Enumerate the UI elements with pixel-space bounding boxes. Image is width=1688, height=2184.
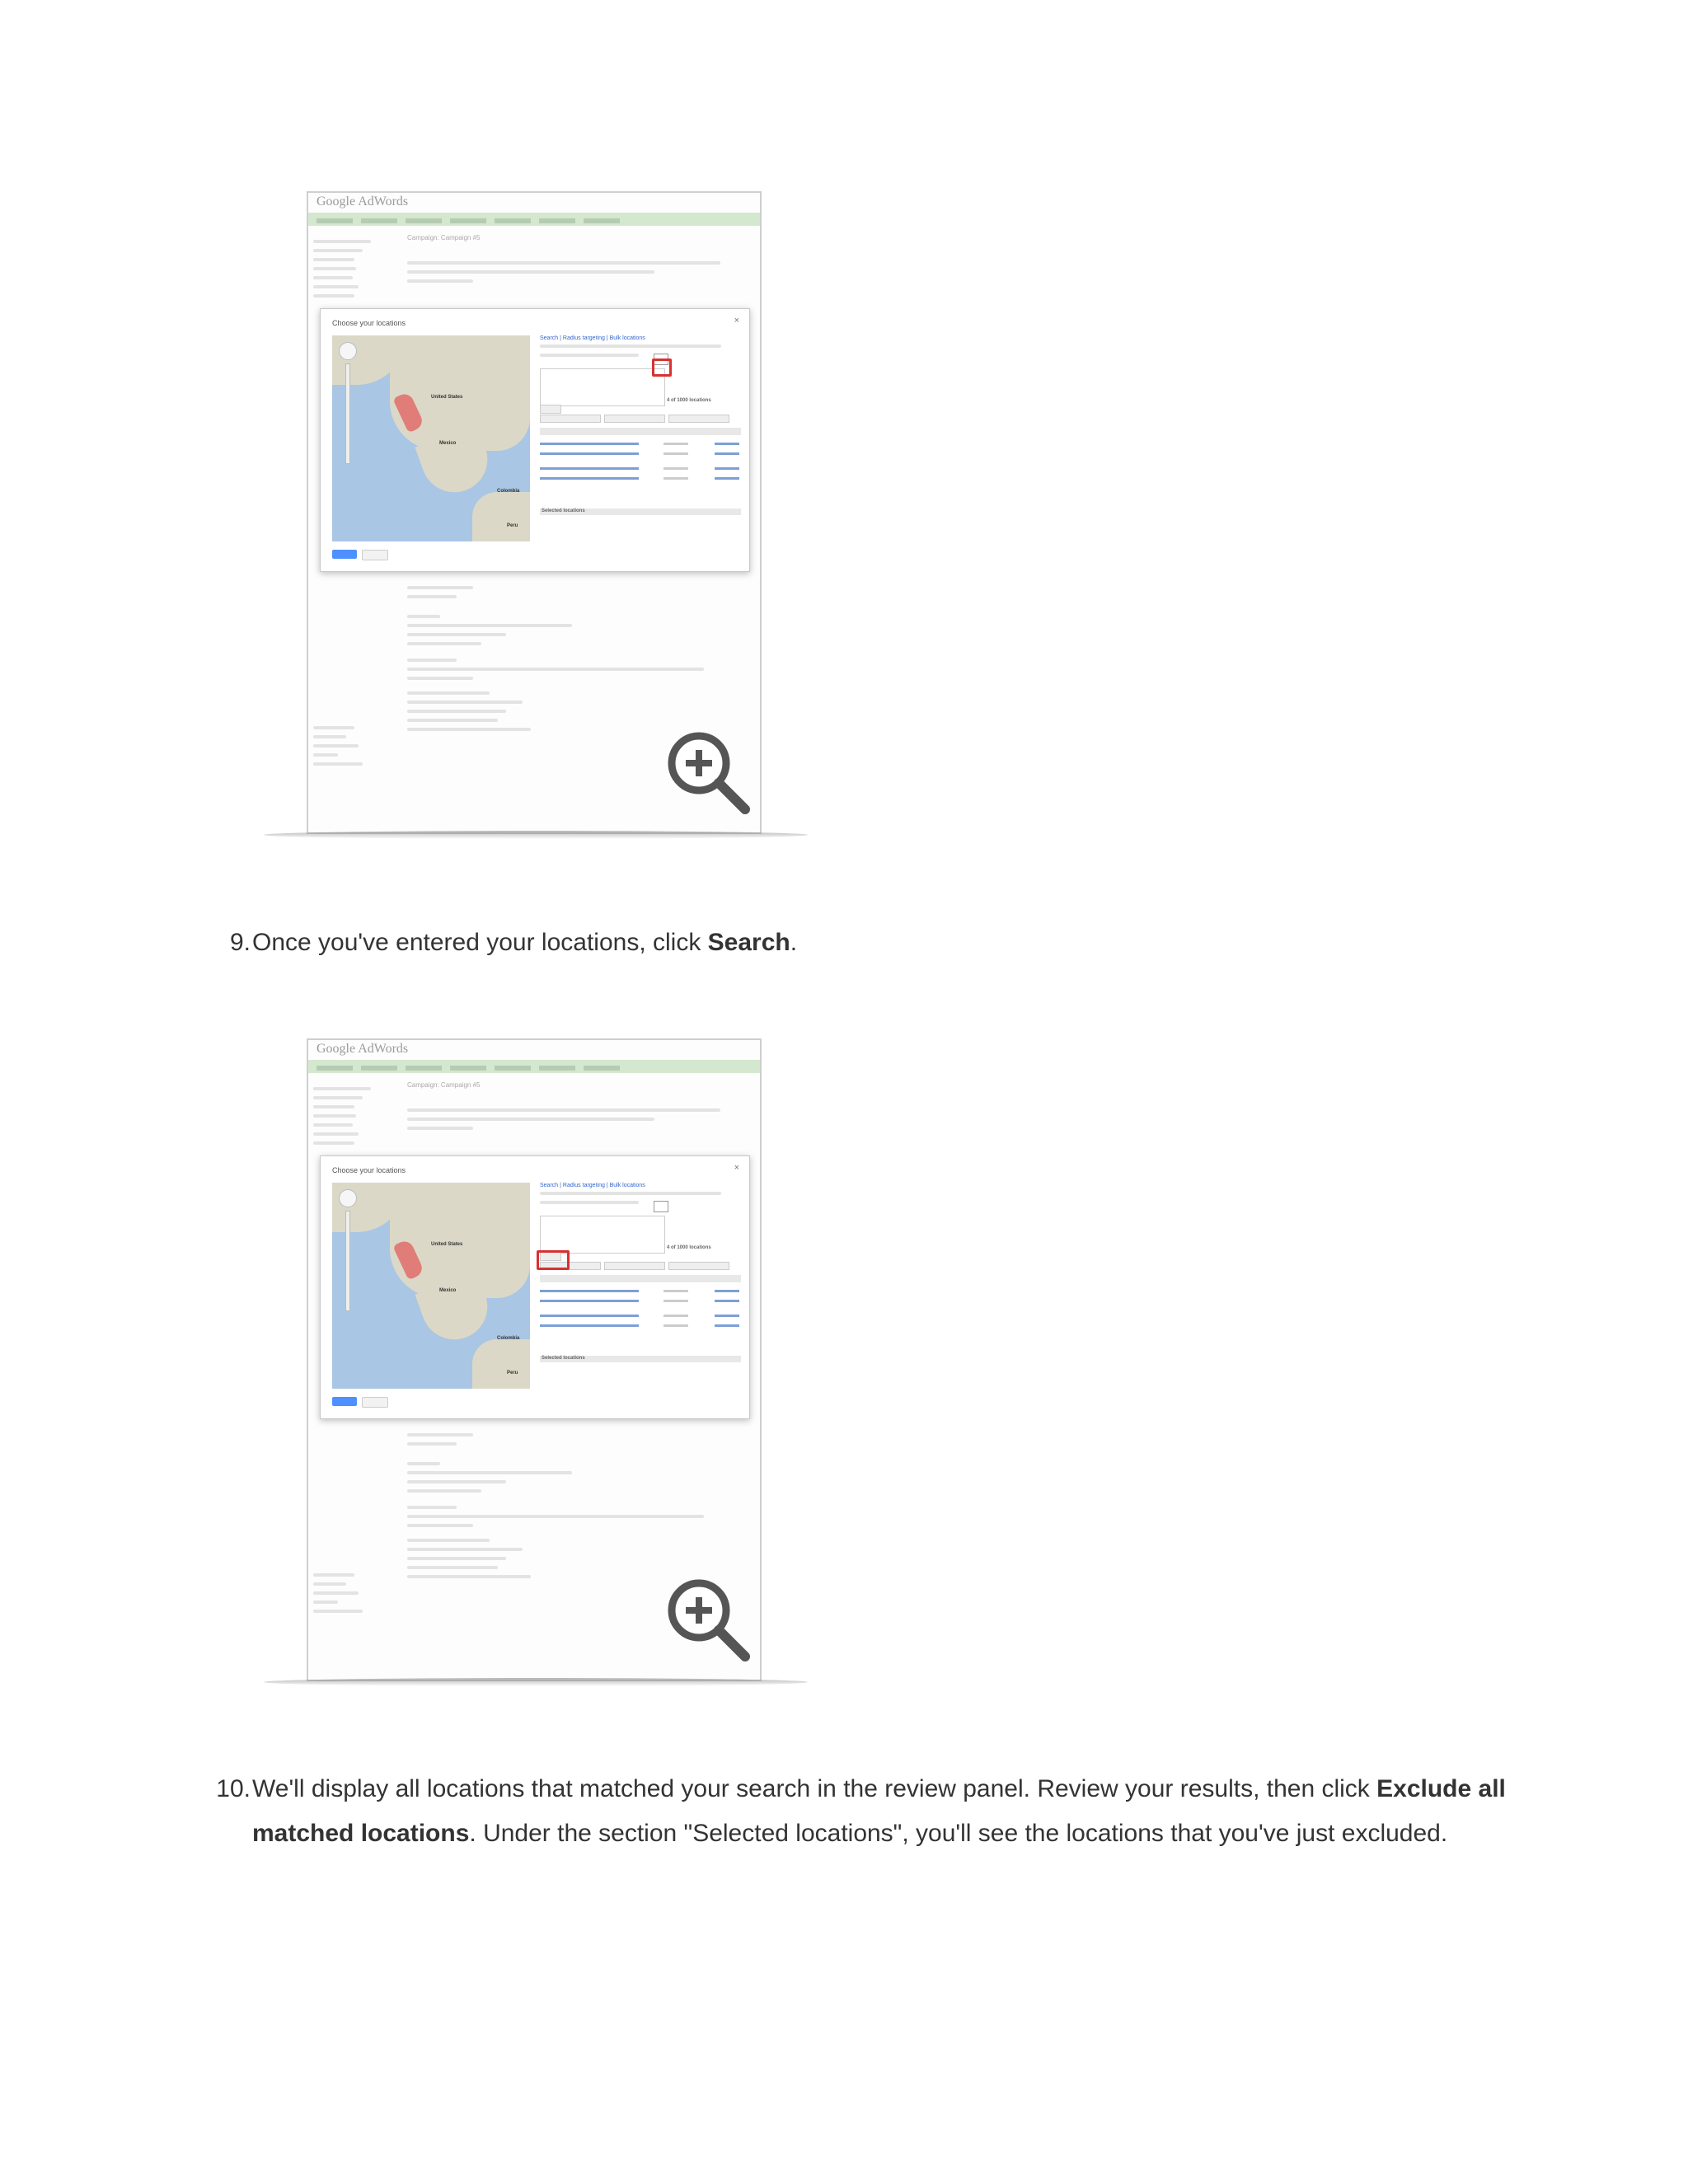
step-number: 10. [216,1775,251,1802]
pan-control-icon[interactable] [339,342,357,360]
sidebar [313,1081,396,1151]
breadcrumb: Campaign: Campaign #5 [407,234,481,241]
screenshot-shadow [264,1678,808,1686]
app-logo: Google AdWords [316,194,409,209]
campaign-settings [407,1103,752,1136]
search-button[interactable] [540,405,561,414]
result-row[interactable] [540,477,741,479]
close-icon[interactable]: × [734,316,739,326]
locations-count: 4 of 1000 locations [667,1245,711,1250]
location-map[interactable] [332,1183,530,1389]
bulk-locations-panel [540,335,741,541]
map-label: Colombia [497,489,520,494]
sidebar-lower [313,1568,379,1619]
step-9: 9. Once you've entered your locations, click Search. [252,921,1513,965]
results-header [540,1275,741,1282]
choose-locations-dialog [320,308,750,572]
map-label: Peru [507,1371,518,1376]
cancel-button[interactable] [362,1397,388,1408]
result-row[interactable] [540,467,741,469]
country-code-field[interactable] [654,1201,668,1212]
sidebar-lower [313,720,379,771]
top-nav [308,213,760,226]
bulk-action-buttons[interactable] [540,1262,741,1272]
close-icon[interactable]: × [734,1163,739,1173]
results-header [540,428,741,435]
magnifier-plus-icon[interactable] [664,1576,755,1666]
bulk-locations-textarea[interactable] [540,1216,665,1254]
result-row[interactable] [540,1300,741,1301]
step-bold: Search [707,929,790,956]
map-label: Colombia [497,1336,520,1341]
settings-below-dialog [407,1427,737,1584]
locations-count: 4 of 1000 locations [667,398,711,403]
bulk-locations-textarea[interactable] [540,368,665,406]
top-nav [308,1060,760,1073]
step-bold: Exclude all matched locations [252,1775,1506,1847]
panel-tabs[interactable]: Search | Radius targeting | Bulk locations [540,335,645,341]
magnifier-plus-icon[interactable] [664,729,755,819]
map-label: United States [431,395,463,400]
bulk-action-buttons[interactable] [540,415,741,424]
result-row[interactable] [540,1290,741,1291]
breadcrumb: Campaign: Campaign #5 [407,1081,481,1089]
step-10: 10. We'll display all locations that matched your search in the review panel. Review your results, then click Exclude all matched locations. Under the section "Selected locations", you'll see the locations that you've just excluded. [252,1767,1513,1856]
highlight-search-button [537,1250,570,1270]
step-text: We'll display all locations that matched your search in the review panel. Review your results, then click [252,1775,1377,1802]
result-row[interactable] [540,443,741,444]
screenshot-choose-locations-search [264,1038,758,1671]
settings-below-dialog [407,580,737,737]
sidebar [313,234,396,303]
step-text: Once you've entered your locations, click [252,929,708,956]
map-label: Mexico [439,1288,457,1293]
screenshot-choose-locations-country-code [264,191,758,824]
bulk-locations-panel [540,1183,741,1389]
map-label: Peru [507,523,518,528]
choose-locations-dialog [320,1155,750,1419]
cancel-button[interactable] [362,550,388,560]
campaign-settings [407,255,752,288]
result-row[interactable] [540,452,741,454]
dialog-title: Choose your locations [332,319,406,327]
selected-locations-label: Selected locations [542,1356,585,1361]
dialog-title: Choose your locations [332,1166,406,1174]
zoom-slider[interactable] [345,363,350,464]
result-row[interactable] [540,1324,741,1326]
location-map[interactable] [332,335,530,541]
step-number: 9. [229,929,251,956]
app-logo: Google AdWords [316,1042,409,1056]
screenshot-shadow [264,831,808,839]
pan-control-icon[interactable] [339,1189,357,1207]
map-label: Mexico [439,441,457,446]
map-label: United States [431,1242,463,1247]
zoom-slider[interactable] [345,1211,350,1311]
selected-locations-label: Selected locations [542,509,585,513]
done-button[interactable] [332,550,357,559]
panel-tabs[interactable]: Search | Radius targeting | Bulk locations [540,1183,645,1188]
result-row[interactable] [540,1315,741,1316]
highlight-country-code [652,359,672,377]
done-button[interactable] [332,1397,357,1406]
